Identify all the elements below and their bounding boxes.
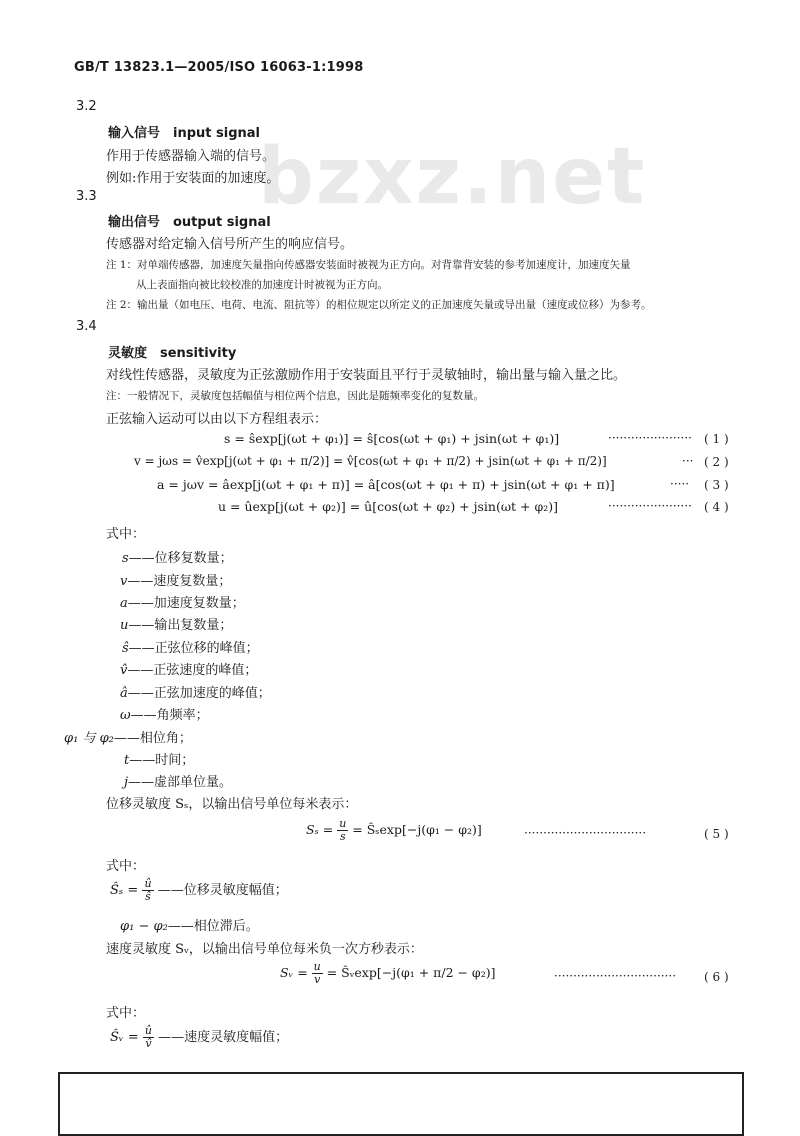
velocity-magnitude-denominator: v̂ (145, 1037, 152, 1050)
variable-s-symbol: s (122, 551, 129, 566)
variable-v-symbol: v (120, 574, 128, 589)
displacement-magnitude-desc: ——位移灵敏度幅值； (157, 883, 288, 898)
equation-5 (306, 818, 482, 843)
note-2: 注 2：输出量（如电压、电荷、电流、阻抗等）的相位规定以所定义的正加速度矢量或导出量（速度或位移）为参考。 (106, 299, 652, 311)
velocity-magnitude-fraction (143, 1025, 154, 1050)
displacement-magnitude-numerator: û (144, 877, 152, 890)
variable-a-desc: ——加速度复数量； (127, 596, 245, 611)
variable-j-symbol: j (124, 775, 129, 790)
equation-6-leader: ································ (554, 969, 677, 983)
equation-5-rhs: = Ŝₛexp[−j(φ₁ − φ₂)] (352, 822, 482, 837)
equation-2: v = jωs = v̂exp[j(ωt + φ₁ + π/2)] = v̂[cos(ωt + φ₁ + π/2) + jsin(ωt + φ₁ + π/2)] (134, 454, 607, 468)
page-footer-frame (58, 1072, 744, 1136)
variable-u-desc: ——输出复数量； (128, 618, 233, 633)
equation-4: u = ûexp[j(ωt + φ₂)] = û[cos(ωt + φ₂) + jsin(ωt + φ₂)] (218, 499, 558, 514)
variable-omega-symbol: ω (120, 708, 131, 723)
note-1-line-2: 从上表面指向被比较校准的加速度计时被视为正方向。 (136, 279, 388, 291)
phase-lag-symbol: φ₁ − φ₂ (120, 919, 168, 934)
variable-v-hat-symbol: v̂ (120, 663, 128, 678)
example-input-signal: 例如:作用于安装面的加速度。 (106, 171, 280, 186)
equation-1: s = ŝexp[j(ωt + φ₁)] = ŝ[cos(ωt + φ₁) + jsin(ωt + φ₁)] (224, 431, 560, 446)
watermark: bzxz.net (258, 132, 647, 222)
equation-4-leader: ······················ (608, 499, 692, 513)
variable-a-symbol: a (120, 596, 128, 611)
note-1-line-1: 注 1：对单端传感器，加速度矢量指向传感器安装面时被视为正方向。对背靠背安装的参考加速度计，加速度矢量 (106, 259, 631, 271)
definition-output-signal: 传感器对给定输入信号所产生的响应信号。 (106, 237, 354, 252)
definition-sensitivity: 对线性传感器，灵敏度为正弦激励作用于安装面且平行于灵敏轴时，输出量与输入量之比。 (106, 368, 627, 383)
variable-s-hat-desc: ——正弦位移的峰值； (128, 641, 259, 656)
equation-6-lhs: Sᵥ = (280, 965, 308, 980)
displacement-magnitude-symbol: Ŝₛ = (110, 883, 139, 898)
variable-s (122, 547, 233, 566)
equation-5-number: ( 5 ) (704, 827, 729, 841)
displacement-magnitude-fraction (142, 878, 153, 903)
velocity-magnitude-numerator: û (144, 1024, 153, 1037)
variable-phi (64, 727, 192, 746)
variable-s-hat-symbol: ŝ (122, 641, 129, 656)
variable-s-hat (122, 637, 259, 656)
equation-2-number: ( 2 ) (704, 455, 729, 469)
equation-5-leader: ································ (524, 826, 647, 840)
section-number-3-3: 3.3 (76, 189, 97, 204)
equation-6-denominator: v (314, 973, 321, 986)
where-label-1: 式中： (106, 527, 146, 542)
term-input-signal: 输入信号 input signal (108, 126, 260, 141)
variable-j-desc: ——虚部单位量。 (128, 775, 233, 790)
standard-header: GB/T 13823.1—2005/ISO 16063-1:1998 (74, 60, 364, 75)
variable-phi-symbol: φ₁ 与 φ₂ (64, 731, 114, 746)
velocity-magnitude-desc: ——速度灵敏度幅值； (158, 1030, 289, 1045)
equation-3-leader: ····· (670, 477, 690, 491)
variable-v-hat-desc: ——正弦速度的峰值； (127, 663, 258, 678)
equation-2-leader: ··· (682, 454, 694, 468)
where-label-3: 式中： (106, 1006, 146, 1021)
displacement-magnitude-denominator: ŝ (145, 890, 151, 903)
equations-intro: 正弦输入运动可以由以下方程组表示： (106, 412, 328, 427)
variable-omega-desc: ——角频率； (130, 708, 209, 723)
variable-s-desc: ——位移复数量； (128, 551, 233, 566)
equation-5-fraction (337, 818, 348, 843)
variable-phi-desc: ——相位角； (113, 731, 192, 746)
variable-v-hat (120, 659, 257, 678)
variable-a-hat-desc: ——正弦加速度的峰值； (127, 686, 271, 701)
equation-5-numerator: u (339, 817, 347, 830)
variable-v (120, 570, 231, 589)
variable-u (120, 614, 232, 633)
variable-a-hat (120, 682, 271, 701)
equation-6-number: ( 6 ) (704, 970, 729, 984)
equation-3: a = jωv = âexp[j(ωt + φ₁ + π)] = â[cos(ωt + φ₁ + π) + jsin(ωt + φ₁ + π)] (157, 477, 615, 492)
equation-5-denominator: s (339, 830, 346, 843)
equation-5-lhs: Sₛ = (306, 822, 334, 837)
definition-input-signal: 作用于传感器输入端的信号。 (106, 149, 276, 164)
where-label-2: 式中： (106, 859, 146, 874)
equation-6-rhs: = Ŝᵥexp[−j(φ₁ + π/2 − φ₂)] (326, 965, 496, 980)
equation-1-leader: ······················ (608, 431, 692, 445)
section-number-3-4: 3.4 (76, 319, 97, 334)
velocity-magnitude-symbol: Ŝᵥ = (110, 1030, 139, 1045)
variable-u-symbol: u (120, 618, 129, 633)
variable-t-symbol: t (124, 753, 130, 768)
variable-a-hat-symbol: â (120, 686, 128, 701)
velocity-magnitude (110, 1025, 288, 1050)
velocity-sensitivity-intro: 速度灵敏度 Sᵥ，以输出信号单位每米负一次方秒表示： (106, 942, 423, 957)
variable-j (124, 771, 232, 790)
term-sensitivity: 灵敏度 sensitivity (108, 346, 237, 361)
displacement-sensitivity-intro: 位移灵敏度 Sₛ，以输出信号单位每米表示： (106, 797, 358, 812)
variable-omega (120, 704, 209, 723)
equation-6 (280, 961, 495, 986)
displacement-magnitude (110, 878, 288, 903)
equation-6-fraction (312, 961, 323, 986)
phase-lag (120, 915, 259, 934)
variable-a (120, 592, 245, 611)
term-output-signal: 输出信号 output signal (108, 215, 271, 230)
equation-4-number: ( 4 ) (704, 500, 729, 514)
equation-1-number: ( 1 ) (704, 432, 729, 446)
section-number-3-2: 3.2 (76, 99, 97, 114)
equation-6-numerator: u (313, 960, 321, 973)
variable-t (124, 749, 194, 768)
variable-v-desc: ——速度复数量； (127, 574, 232, 589)
variable-t-desc: ——时间； (129, 753, 195, 768)
equation-3-number: ( 3 ) (704, 478, 729, 492)
phase-lag-desc: ——相位滞后。 (167, 919, 259, 934)
note-sensitivity: 注：一般情况下，灵敏度包括幅值与相位两个信息，因此是随频率变化的复数量。 (106, 390, 484, 402)
